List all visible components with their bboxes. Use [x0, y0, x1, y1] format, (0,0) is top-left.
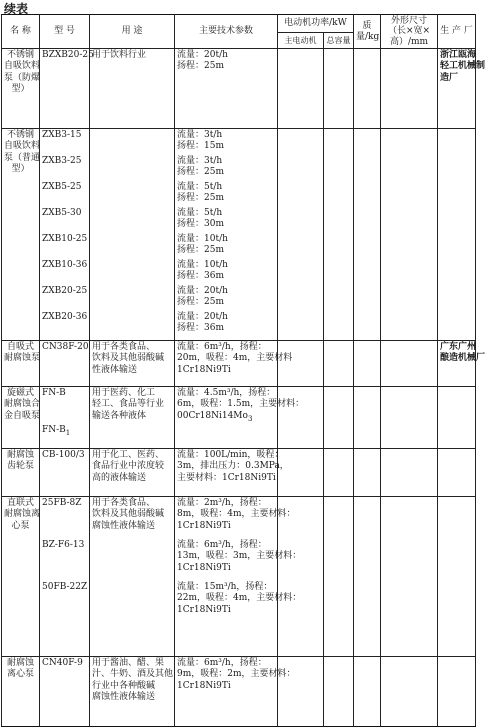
param-line: 扬程：25m: [177, 297, 224, 308]
maker-line: 酿造机械厂: [440, 353, 485, 364]
model-line: ZXB5-25: [42, 182, 82, 193]
model-line: $FN-B_1$: [42, 425, 71, 438]
header-power-main: 主电动机: [278, 32, 324, 48]
pump-spec-table: [1, 14, 485, 727]
name-line: 耐腐蚀离: [4, 509, 41, 520]
cell-dims: [381, 387, 438, 449]
table-caption: 续表: [4, 2, 29, 16]
cell-maker: [438, 129, 476, 341]
table-body: [2, 49, 485, 727]
name-line: 耐腐蚀合: [4, 399, 41, 410]
param-line: 流量：3t/h: [177, 130, 223, 141]
use-line: 汁、牛奶、酒及其他: [92, 669, 174, 680]
table-row: [2, 497, 476, 657]
param-line: 扬程：25m: [177, 61, 224, 72]
cell-power-total: [324, 129, 354, 341]
cell-mass: [354, 497, 381, 657]
param-line: 1Cr18Ni9Ti: [177, 680, 231, 691]
use-line: 输送各种液体: [92, 410, 147, 421]
param-group: [177, 286, 275, 312]
header-power-total: 总容量: [324, 32, 354, 48]
cell-maker: [438, 449, 476, 497]
header-model: 型 号: [40, 15, 90, 49]
cell-power-main: [278, 657, 324, 727]
model-line: ZXB10-25: [42, 234, 88, 245]
cell-use: [90, 341, 175, 387]
cell-dims: [381, 497, 438, 657]
param-line: 扬程：25m: [177, 167, 224, 178]
param-line: 流量：6m³/h，扬程：: [177, 658, 267, 669]
model-line: CN40F-9: [42, 658, 83, 669]
maker-line: 广东广州: [440, 342, 477, 353]
cell-power-main: [278, 129, 324, 341]
name-line: 离心泵: [6, 669, 34, 680]
param-line: 扬程：25m: [177, 245, 224, 256]
param-group: [177, 312, 275, 338]
cell-power-total: [324, 341, 354, 387]
cell-dims: [381, 341, 438, 387]
use-line: 食品行业中浓度较: [92, 461, 165, 472]
cell-power-main: [278, 341, 324, 387]
cell-name: [2, 129, 40, 341]
model-line: BZ-F6-13: [42, 540, 85, 551]
param-line: 流量：4.5m³/h，扬程：: [177, 388, 276, 399]
name-line: 自吸饮料: [4, 141, 41, 152]
param-group: [177, 658, 296, 692]
param-group: [177, 208, 275, 234]
header-maker: 生 产 厂: [438, 15, 476, 49]
use-line: 用于酱油、醋、果: [92, 658, 165, 669]
name-line: 自吸饮料: [4, 61, 41, 72]
param-line: 22m，吸程：4m，主要材料：: [177, 593, 302, 604]
name-line: 心泵: [11, 520, 30, 531]
param-group: [177, 156, 275, 182]
cell-params: [175, 387, 305, 449]
table-row: [2, 129, 476, 341]
header-dims: 外形尺寸（长×宽×高）/mm: [381, 15, 438, 49]
cell-use: [90, 497, 175, 657]
use-line: 用于饮料行业: [92, 50, 147, 61]
cell-power-total: [324, 497, 354, 657]
cell-name: [2, 49, 40, 129]
use-line: 性液体输送: [92, 364, 138, 375]
header-mass: 质量/kg: [354, 15, 381, 49]
param-line: 流量：20t/h: [177, 286, 228, 297]
param-line: 1Cr18Ni9Ti: [177, 364, 231, 375]
param-line: 20m，吸程：4m，主要材料: [177, 353, 293, 364]
maker-line: 轻工机械制: [440, 61, 485, 72]
param-line: 流量：2m³/h，扬程：: [177, 498, 267, 509]
maker-line: 造厂: [440, 72, 459, 83]
name-line: 不锈钢: [6, 130, 34, 141]
param-line: 流量：100L/min，吸程：: [177, 450, 284, 461]
cell-power-main: [278, 49, 324, 129]
cell-name: [2, 341, 40, 387]
name-line: 型）: [11, 83, 30, 94]
name-line: 金自吸泵: [4, 410, 41, 421]
param-line: 流量：10t/h: [177, 260, 228, 271]
model-line: 25FB-8Z: [42, 498, 82, 509]
cell-use: [90, 657, 175, 727]
use-line: 腐蚀性液体输送: [92, 691, 156, 702]
cell-params: [175, 497, 302, 657]
cell-maker: [438, 387, 476, 449]
param-line: 6m，吸程：1.5m，主要材料：: [177, 399, 305, 410]
use-line: 轻工、食品等行业: [92, 399, 165, 410]
cell-use: [90, 387, 175, 449]
use-line: 用于各类食品、: [92, 498, 156, 509]
cell-params: [175, 341, 293, 387]
model-line: 50FB-22Z: [42, 582, 88, 593]
name-line: 泵（防爆: [4, 72, 41, 83]
model-line: ZXB20-25: [42, 286, 88, 297]
cell-mass: [354, 129, 381, 341]
cell-name: [2, 449, 40, 497]
cell-model: [40, 341, 90, 387]
name-line: 型）: [11, 163, 30, 174]
cell-model: [40, 49, 94, 129]
param-group: [177, 130, 275, 156]
header-use: 用 途: [90, 15, 175, 49]
header-name: 名 称: [2, 15, 40, 49]
use-line: 高的液体输送: [92, 472, 147, 483]
name-line: 耐腐蚀: [6, 450, 34, 461]
name-line: 不锈钢: [6, 50, 34, 61]
param-line: 9m，吸程：2m，主要材料：: [177, 669, 296, 680]
name-line: 直联式: [6, 498, 34, 509]
cell-params: [175, 657, 296, 727]
param-group: [177, 50, 275, 73]
param-group: [177, 582, 302, 624]
cell-power-total: [324, 387, 354, 449]
name-line: 齿轮泵: [6, 461, 34, 472]
cell-model: [40, 497, 90, 657]
param-line: 扬程：25m: [177, 193, 224, 204]
param-line: 1Cr18Ni9Ti: [177, 520, 231, 531]
param-group: [177, 498, 296, 540]
use-line: 用于化工、医药、: [92, 450, 165, 461]
maker-line: 浙江瓯海: [440, 50, 477, 61]
cell-dims: [381, 449, 438, 497]
model-line: ZXB3-15: [42, 130, 82, 141]
cell-maker: [438, 657, 476, 727]
cell-params: [175, 449, 289, 497]
cell-params: [175, 49, 278, 129]
param-line: 扬程：30m: [177, 219, 224, 230]
cell-model: [40, 387, 90, 449]
param-group: [177, 540, 302, 582]
model-line: ZXB20-36: [42, 312, 88, 323]
cell-power-total: [324, 449, 354, 497]
cell-maker: [438, 341, 485, 387]
model-line: ZXB5-30: [42, 208, 82, 219]
param-group: [177, 182, 275, 208]
cell-power-main: [278, 449, 324, 497]
cell-use: [90, 129, 175, 341]
param-line: 扬程：36m: [177, 323, 224, 334]
model-line: CB-100/3: [42, 450, 85, 461]
model-line: BZXB20-25: [42, 50, 94, 61]
model-line: ZXB10-36: [42, 260, 88, 271]
name-line: 旋磁式: [6, 388, 34, 399]
cell-use: [90, 49, 175, 129]
param-line: 3m，排出压力：0.3MPa，: [177, 461, 289, 472]
cell-mass: [354, 657, 381, 727]
name-line: 耐腐蚀: [6, 658, 34, 669]
use-line: 行业中各种酸碱: [92, 680, 156, 691]
param-line: 流量：6m³/h，扬程：: [177, 342, 267, 353]
param-line: 流量：15m³/h，扬程：: [177, 582, 273, 593]
cell-name: [2, 657, 40, 727]
cell-mass: [354, 341, 381, 387]
header-params: 主要技术参数: [175, 15, 278, 49]
table-row: [2, 387, 476, 449]
cell-use: [90, 449, 175, 497]
param-line: 主要材料：1Cr18Ni9Ti: [177, 472, 276, 483]
param-group: [177, 234, 275, 260]
param-line: 流量：20t/h: [177, 50, 228, 61]
param-line: 13m，吸程：3m，主要材料：: [177, 551, 302, 562]
param-line: 1Cr18Ni9Ti: [177, 562, 231, 573]
cell-power-total: [324, 657, 354, 727]
param-line: 流量：10t/h: [177, 234, 228, 245]
param-line: 流量：5t/h: [177, 182, 223, 193]
cell-maker: [438, 497, 476, 657]
param-group: [177, 388, 305, 423]
cell-model: [40, 449, 90, 497]
cell-params: [175, 129, 278, 341]
param-line: 扬程：36m: [177, 271, 224, 282]
cell-power-main: [278, 497, 324, 657]
name-line: 自吸式: [6, 342, 34, 353]
use-line: 腐蚀性液体输送: [92, 520, 156, 531]
header-power: 电动机功率/kW: [278, 15, 354, 33]
cell-mass: [354, 449, 381, 497]
model-line: ZXB3-25: [42, 156, 82, 167]
cell-name: [2, 387, 40, 449]
param-line: 8m，吸程：4m，主要材料：: [177, 509, 296, 520]
name-line: 泵（普通: [4, 152, 41, 163]
cell-dims: [381, 657, 438, 727]
use-line: 饮料及其他弱酸碱: [92, 509, 165, 520]
cell-model: [40, 129, 90, 341]
cell-dims: [381, 49, 438, 129]
cell-name: [2, 497, 40, 657]
param-group: [177, 342, 293, 376]
model-line: FN-B: [42, 388, 66, 399]
param-group: [177, 450, 289, 484]
cell-power-total: [324, 49, 354, 129]
cell-maker: [438, 49, 485, 129]
cell-model: [40, 657, 90, 727]
table-row: [2, 341, 476, 387]
use-line: 饮料及其他弱酸碱: [92, 353, 165, 364]
param-line: $00Cr18Ni14Mo_3$: [177, 410, 253, 423]
use-line: 用于医药、化工: [92, 388, 156, 399]
use-line: 用于各类食品、: [92, 342, 156, 353]
cell-dims: [381, 129, 438, 341]
name-line: 耐腐蚀泵: [4, 353, 41, 364]
cell-power-main: [278, 387, 324, 449]
param-line: 流量：20t/h: [177, 312, 228, 323]
table-row: [2, 49, 476, 129]
param-line: 流量：3t/h: [177, 156, 223, 167]
param-group: [177, 260, 275, 286]
header-row-1: [2, 15, 476, 33]
param-line: 流量：6m³/h，扬程：: [177, 540, 267, 551]
model-line: CN38F-20: [42, 342, 89, 353]
param-line: 扬程：15m: [177, 141, 224, 152]
param-line: 流量：5t/h: [177, 208, 223, 219]
table-row: [2, 449, 476, 497]
param-line: 1Cr18Ni9Ti: [177, 604, 231, 615]
table-row: [2, 657, 476, 727]
cell-mass: [354, 49, 381, 129]
cell-mass: [354, 387, 381, 449]
